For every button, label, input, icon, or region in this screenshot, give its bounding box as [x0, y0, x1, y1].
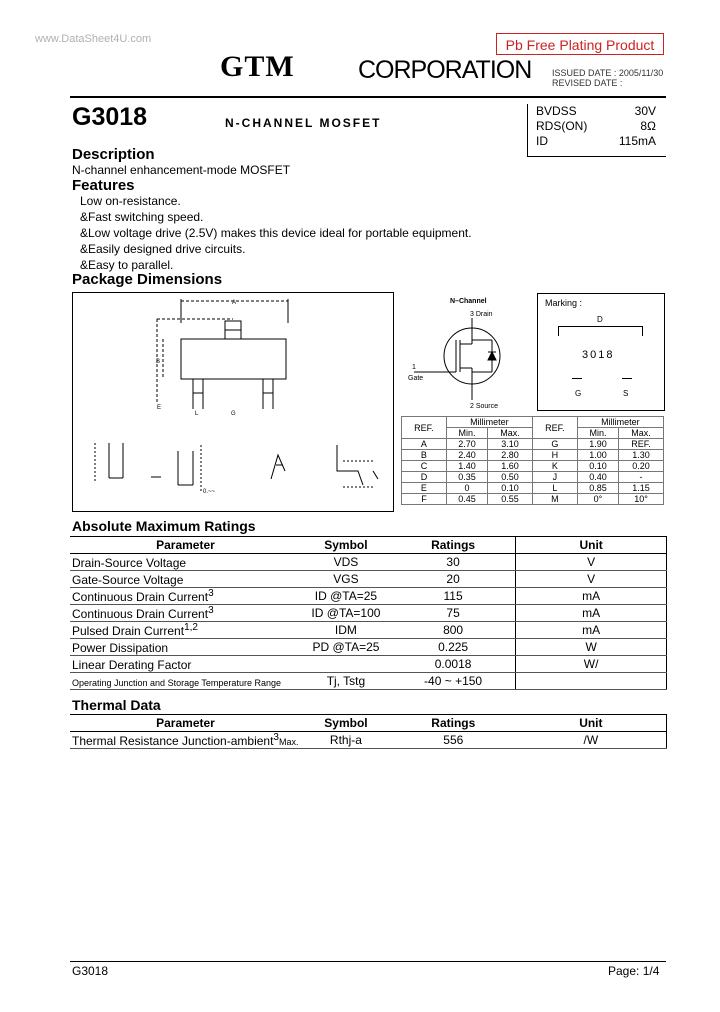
dims-cell: 0.50: [488, 472, 533, 483]
dim-label-gap: 0.~~: [203, 489, 216, 495]
company-name: CORPORATION: [358, 56, 532, 84]
feature-item: &Low voltage drive (2.5V) makes this device ideal for portable equipment.: [80, 226, 472, 240]
param-sup: 3: [208, 588, 214, 599]
param-text: Pulsed Drain Current: [72, 624, 185, 638]
spec-row: [528, 134, 666, 149]
rating-cell: 556: [391, 732, 516, 749]
rating-cell: 30: [391, 554, 516, 571]
dims-cell: 0: [446, 483, 487, 494]
table-row: [70, 588, 667, 605]
dims-cell: J: [532, 472, 577, 483]
param-cell: [70, 656, 301, 673]
feature-item: &Fast switching speed.: [80, 210, 204, 224]
unit-cell: V: [516, 571, 667, 588]
features-list: [80, 193, 472, 273]
spec-row: [528, 119, 666, 134]
unit-cell: mA: [516, 622, 667, 639]
symbol-cell: VGS: [301, 571, 391, 588]
dims-cell: E: [402, 483, 447, 494]
dims-cell: -: [619, 472, 664, 483]
marking-title: Marking :: [545, 298, 583, 308]
param-text: Operating Junction and Storage Temperature Range: [72, 677, 281, 688]
col-parameter: Parameter: [70, 715, 301, 732]
table-row: [70, 732, 667, 749]
dim-label-l: L: [195, 411, 199, 417]
dims-cell: 2.70: [446, 439, 487, 450]
table-row: [402, 494, 664, 505]
rating-cell: 20: [391, 571, 516, 588]
rating-cell: 115: [391, 588, 516, 605]
dims-cell: 0.85: [577, 483, 618, 494]
col-parameter: Parameter: [70, 537, 301, 554]
dims-cell: 1.40: [446, 461, 487, 472]
drain-label: 3 Drain: [470, 311, 493, 318]
marking-line: [558, 326, 559, 336]
symbol-cell: Tj, Tstg: [301, 673, 391, 690]
table-row: [402, 472, 664, 483]
pb-free-badge: Pb Free Plating Product: [496, 33, 664, 55]
dims-cell: K: [532, 461, 577, 472]
dims-header-max: Max.: [488, 428, 533, 439]
header-rule: [70, 96, 666, 98]
dims-header-mm: Millimeter: [577, 417, 663, 428]
company-logo: GTM: [220, 50, 295, 83]
marking-s: S: [623, 389, 629, 398]
marking-line: [622, 378, 632, 379]
source-label: 2 Source: [470, 403, 499, 410]
col-symbol: Symbol: [301, 715, 391, 732]
package-outline-svg: [73, 293, 393, 511]
dims-cell: A: [402, 439, 447, 450]
symbol-cell: Rthj-a: [301, 732, 391, 749]
param-text: Power Dissipation: [72, 641, 169, 655]
dims-cell: 0.45: [446, 494, 487, 505]
symbol-cell: ID @TA=100: [301, 605, 391, 622]
spec-value: 8Ω: [640, 119, 656, 133]
marking-code: 3018: [582, 349, 615, 361]
param-suffix: Max.: [278, 737, 299, 747]
dims-cell: REF.: [619, 439, 664, 450]
rating-cell: 0.225: [391, 639, 516, 656]
dim-label-g: G: [231, 411, 236, 417]
dims-header-ref: REF.: [532, 417, 577, 439]
table-row: [402, 450, 664, 461]
spec-row: [528, 104, 666, 119]
dims-cell: 1.60: [488, 461, 533, 472]
package-drawing: [72, 292, 394, 512]
symbol-cell: ID @TA=25: [301, 588, 391, 605]
marking-line: [642, 326, 643, 336]
unit-cell: /W: [516, 732, 667, 749]
unit-cell: W: [516, 639, 667, 656]
param-cell: [70, 554, 301, 571]
gate-label: Gate: [408, 375, 424, 382]
unit-cell: mA: [516, 605, 667, 622]
table-row: [402, 483, 664, 494]
dim-label-b: B: [156, 359, 161, 365]
key-specs-box: [527, 104, 666, 157]
page-number: Page: 1/4: [608, 964, 660, 978]
spec-label: RDS(ON): [536, 119, 588, 133]
feature-item: &Easily designed drive circuits.: [80, 242, 246, 256]
dims-cell: B: [402, 450, 447, 461]
param-cell: [70, 571, 301, 588]
dims-cell: L: [532, 483, 577, 494]
package-heading: Package Dimensions: [72, 271, 223, 288]
table-row: [70, 605, 667, 622]
spec-label: ID: [536, 134, 548, 148]
dims-cell: 2.80: [488, 450, 533, 461]
symbol-cell: [301, 656, 391, 673]
marking-line: [572, 378, 582, 379]
rating-cell: 800: [391, 622, 516, 639]
table-row: [70, 554, 667, 571]
part-number: G3018: [72, 103, 148, 131]
gate-number: 1: [412, 364, 416, 371]
dims-cell: 1.90: [577, 439, 618, 450]
dims-cell: 10°: [619, 494, 664, 505]
abs-max-heading: Absolute Maximum Ratings: [72, 518, 256, 534]
col-unit: Unit: [516, 537, 667, 554]
param-sup: 3: [208, 605, 214, 616]
spec-label: BVDSS: [536, 104, 577, 118]
dimensions-table: [401, 416, 664, 505]
table-row: [70, 622, 667, 639]
feature-item: Low on-resistance.: [80, 194, 181, 208]
dim-label-e: E: [157, 405, 162, 411]
table-row: [70, 673, 667, 690]
unit-cell: [516, 673, 667, 690]
dim-label-a: A: [232, 300, 237, 306]
footer-rule: [70, 961, 666, 962]
spec-value: 115mA: [618, 134, 656, 148]
param-text: Continuous Drain Current: [72, 607, 209, 621]
table-row: [402, 461, 664, 472]
dims-cell: G: [532, 439, 577, 450]
description-text: N-channel enhancement-mode MOSFET: [72, 163, 291, 177]
table-row: [70, 571, 667, 588]
dims-header-ref: REF.: [402, 417, 447, 439]
abs-max-table: [70, 536, 667, 690]
symbol-cell: PD @TA=25: [301, 639, 391, 656]
param-sup: 3: [273, 732, 279, 743]
thermal-table: [70, 714, 667, 749]
param-sup: 1,2: [184, 622, 198, 633]
dims-cell: 2.40: [446, 450, 487, 461]
marking-line: [558, 326, 643, 327]
mosfet-symbol: [400, 292, 528, 412]
rating-cell: -40 ~ +150: [391, 673, 516, 690]
dims-cell: 0.40: [577, 472, 618, 483]
param-cell: [70, 622, 301, 639]
dims-header-min: Min.: [446, 428, 487, 439]
param-cell: [70, 605, 301, 622]
dims-header-max: Max.: [619, 428, 664, 439]
col-unit: Unit: [516, 715, 667, 732]
rating-cell: 75: [391, 605, 516, 622]
param-text: Drain-Source Voltage: [72, 556, 187, 570]
dims-cell: M: [532, 494, 577, 505]
part-type: N-CHANNEL MOSFET: [225, 116, 382, 130]
dims-cell: 3.10: [488, 439, 533, 450]
issued-value: 2005/11/30: [618, 68, 664, 78]
dims-cell: 0.10: [488, 483, 533, 494]
rating-cell: 0.0018: [391, 656, 516, 673]
dims-cell: 1.15: [619, 483, 664, 494]
param-cell: [70, 639, 301, 656]
table-row: [70, 639, 667, 656]
issued-label: ISSUED DATE :: [552, 68, 617, 78]
dims-cell: 0.20: [619, 461, 664, 472]
mosfet-symbol-svg: [400, 292, 528, 412]
param-cell: [70, 588, 301, 605]
description-heading: Description: [72, 146, 155, 163]
table-row: [402, 439, 664, 450]
revised-label: REVISED DATE :: [552, 78, 623, 88]
issue-dates: [552, 68, 663, 88]
dims-cell: 0.10: [577, 461, 618, 472]
col-ratings: Ratings: [391, 537, 516, 554]
dims-cell: H: [532, 450, 577, 461]
dims-cell: 1.30: [619, 450, 664, 461]
spec-value: 30V: [634, 104, 656, 118]
symbol-cell: VDS: [301, 554, 391, 571]
col-ratings: Ratings: [391, 715, 516, 732]
param-text: Linear Derating Factor: [72, 658, 192, 672]
thermal-heading: Thermal Data: [72, 697, 161, 713]
symbol-title: N–Channel: [450, 298, 487, 305]
param-cell: [70, 732, 301, 749]
marking-box: [537, 293, 665, 411]
dims-header-min: Min.: [577, 428, 618, 439]
footer-part-number: G3018: [72, 964, 109, 978]
unit-cell: W/: [516, 656, 667, 673]
unit-cell: mA: [516, 588, 667, 605]
features-heading: Features: [72, 177, 135, 194]
feature-item: &Easy to parallel.: [80, 258, 174, 272]
table-row: [70, 656, 667, 673]
dims-cell: 0.35: [446, 472, 487, 483]
col-symbol: Symbol: [301, 537, 391, 554]
dims-cell: 0°: [577, 494, 618, 505]
param-cell: [70, 673, 301, 690]
dims-cell: 0.55: [488, 494, 533, 505]
dims-cell: 1.00: [577, 450, 618, 461]
param-text: Thermal Resistance Junction-ambient: [72, 734, 274, 748]
unit-cell: V: [516, 554, 667, 571]
param-text: Gate-Source Voltage: [72, 573, 184, 587]
marking-g: G: [575, 389, 582, 398]
dims-cell: D: [402, 472, 447, 483]
dims-cell: F: [402, 494, 447, 505]
marking-d: D: [597, 315, 603, 324]
symbol-cell: IDM: [301, 622, 391, 639]
dims-cell: C: [402, 461, 447, 472]
param-text: Continuous Drain Current: [72, 590, 209, 604]
watermark: www.DataSheet4U.com: [35, 33, 152, 45]
dims-header-mm: Millimeter: [446, 417, 532, 428]
